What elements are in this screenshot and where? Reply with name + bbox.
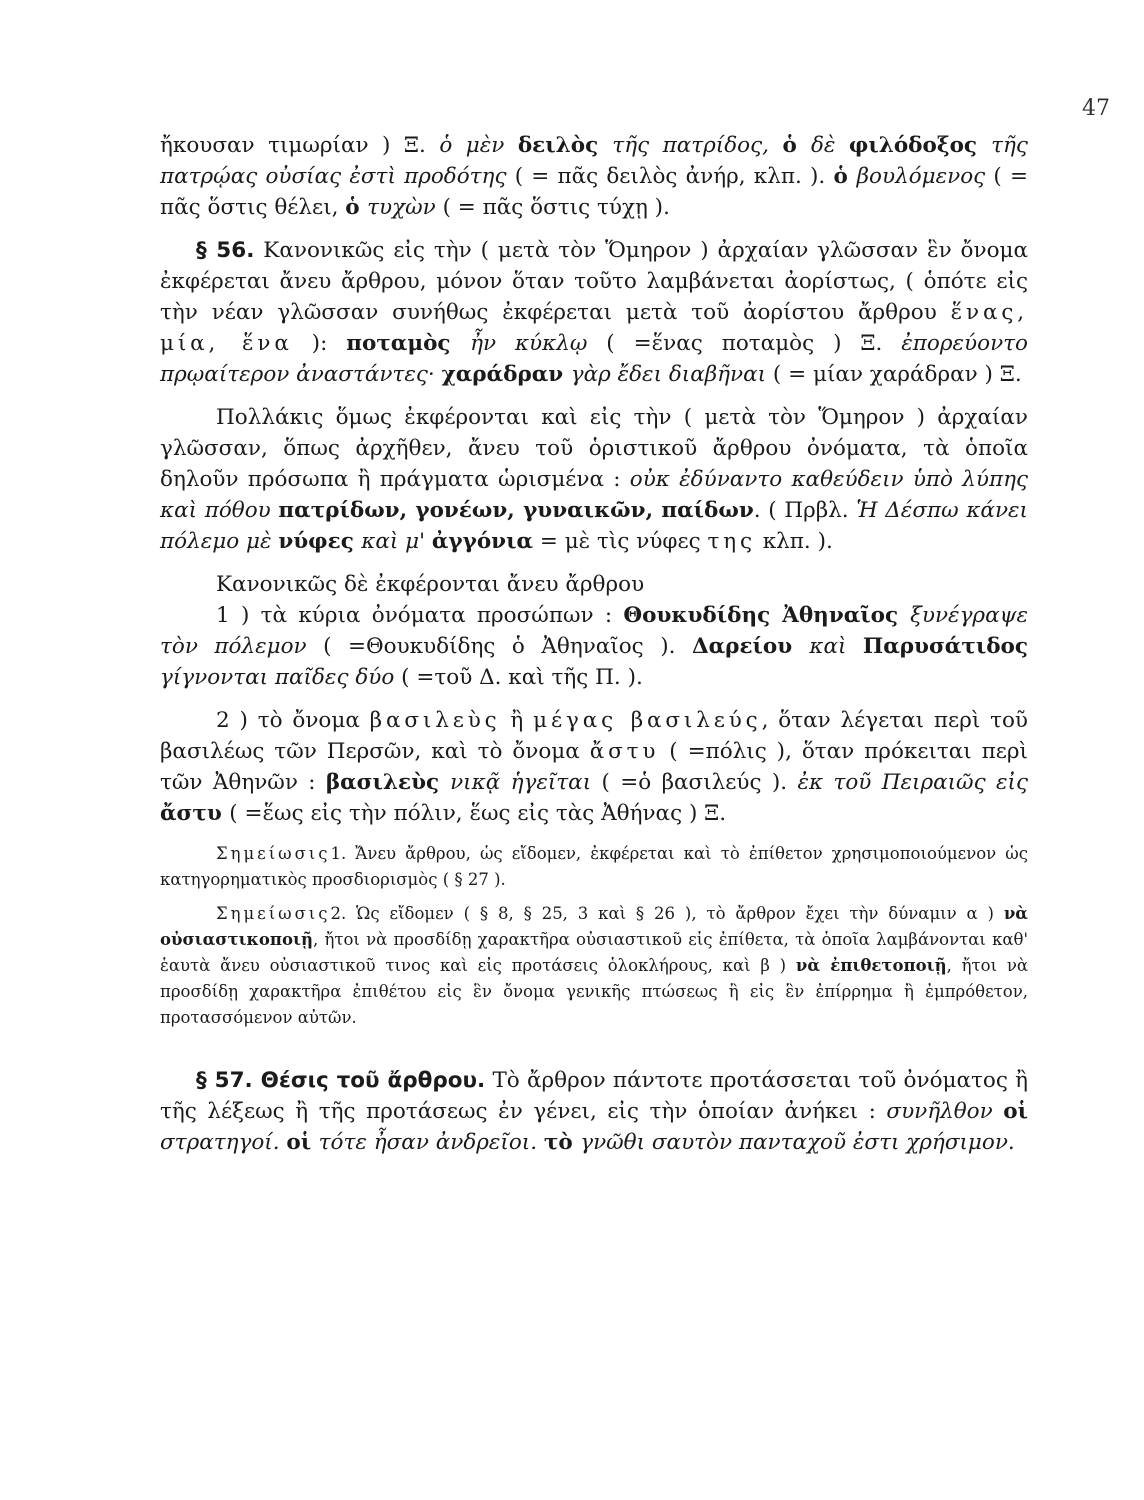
text-span: οὐκ ἐδύναντο καθεύδειν ὑπὸ λύπης καὶ πόθου <box>160 467 1028 523</box>
text-span: νὰ ἐπιθετοποιῇ <box>795 956 947 975</box>
text-span: στρατηγοί. <box>160 1130 287 1155</box>
note-2 <box>160 901 1028 1031</box>
text-span: Κανονικῶς εἰς τὴν ( μετὰ τὸν Ὅμηρον ) ἀρχαίαν γλῶσσαν ἓν ὄνομα ἐκφέρεται ἄνευ ἄρθρου, μόνον ὅταν τοῦτο λαμβάνεται ἀορίστως, ( ὁπότε εἰς τὴν νέαν γλῶσσαν συνήθως ἐκφέρεται μετὰ τοῦ ἀορίστου ἄρθρου <box>160 238 1028 325</box>
page-number: 47 <box>1082 96 1110 121</box>
text-span: ὁ <box>345 195 368 220</box>
text-span: 2 ) τὸ ὄνομα <box>216 708 370 733</box>
text-span: , ὅταν λέγεται περὶ τοῦ βασιλέως τῶν Περσῶν, καὶ τὸ ὄνομα <box>160 708 1029 764</box>
text-span: ἄστυ <box>589 739 660 764</box>
text-span: = μὲ τὶς νύφες <box>533 529 708 554</box>
text-span: ( = πᾶς δειλὸς ἀνήρ, κλπ. ). <box>514 164 834 189</box>
text-span: 1 ) τὰ κύρια ὀνόματα προσώπων : <box>216 603 624 628</box>
paragraph <box>160 569 1028 600</box>
note-label: Σημείωσις <box>216 904 331 923</box>
section-number: § 56. <box>196 238 255 263</box>
text-span: κλπ. ). <box>755 529 833 554</box>
note-1 <box>160 841 1028 893</box>
text-span: γίγνονται παῖδες δύο <box>160 665 402 690</box>
text-span: νικᾷ ἡγεῖται <box>450 770 602 795</box>
text-span: τότε ἦσαν ἀνδρεῖοι. <box>318 1130 544 1155</box>
text-span: ἤκουσαν τιμωρίαν ) Ξ. <box>160 133 440 158</box>
text-span: ( = μίαν χαράδραν ) Ξ. <box>772 362 1022 387</box>
text-span: δὲ <box>810 133 849 158</box>
section-56-paragraph <box>160 235 1028 390</box>
text-span: ( = πᾶς ὅστις θέλει, <box>160 164 1028 220</box>
text-span: ): <box>292 331 347 356</box>
text-span: Θουκυδίδης Ἀθηναῖος <box>623 603 911 628</box>
text-span: Ἡ Δέσπω κάνει πόλεμο μὲ <box>160 498 1028 554</box>
section-57-paragraph <box>160 1065 1028 1158</box>
text-span: βασιλεὺς <box>369 708 501 733</box>
text-span: τὸ <box>543 1130 581 1155</box>
text-span: ἢ <box>500 708 534 733</box>
text-span: νύφες <box>278 529 362 554</box>
text-span: ποταμὸς <box>346 331 471 356</box>
page-body <box>160 130 1028 1158</box>
text-span: ( =πόλις ), ὅταν πρόκειται περὶ τῶν Ἀθηνῶν : <box>160 739 1028 795</box>
text-span: τυχὼν <box>367 195 443 220</box>
text-span: ξυνέγραψε τὸν πόλεμον <box>160 603 1028 659</box>
text-span: Τὸ ἄρθρον πάντοτε προτάσσεται τοῦ ὀνόματος ἢ τῆς λέξεως ἢ τῆς προτάσεως ἐν γένει, εἰς τὴν ὁποίαν ἀνήκει : <box>160 1068 1028 1124</box>
text-span: γὰρ ἔδει διαβῆναι <box>570 362 773 387</box>
text-span: πατρίδων, γονέων, γυναικῶν, παίδων <box>278 498 754 523</box>
text-span: ἕνας, μία, ἕνα <box>160 300 1028 356</box>
text-span: 2. Ὡς εἴδομεν ( § 8, § 25, 3 καὶ § 26 ), τὸ ἄρθρον ἔχει τὴν δύναμιν α ) <box>330 904 1004 923</box>
paragraph <box>160 402 1028 557</box>
text-span: καὶ <box>809 634 863 659</box>
text-span: , ἤτοι νὰ προσδίδῃ χαρακτῆρα οὐσιαστικοῦ εἰς ἐπίθετα, τὰ ὁποῖα λαμβάνονται καθ' ἑαυτὰ ἄνευ οὐσιαστικοῦ τινος καὶ εἰς προτάσεις ὁλοκλήρους, καὶ β ) <box>160 930 1028 975</box>
text-span: οἱ <box>1003 1099 1029 1124</box>
note-label: Σημείωσις <box>216 844 331 863</box>
text-span: βουλόμενος <box>856 164 994 189</box>
text-span: γνῶθι σαυτὸν πανταχοῦ ἐστι χρήσιμον. <box>580 1130 1015 1155</box>
text-span: ἐπορεύοντο πρῳαίτερον ἀναστάντες· <box>160 331 1028 387</box>
paragraph-continuation <box>160 130 1028 223</box>
text-span: ( =ὁ βασιλεύς ). <box>601 770 798 795</box>
section-heading: § 57. Θέσις τοῦ ἄρθρου. <box>196 1068 486 1093</box>
text-span: δειλὸς <box>517 133 613 158</box>
list-item <box>160 705 1028 829</box>
text-span: Πολλάκις ὅμως ἐκφέρονται καὶ εἰς τὴν ( μετὰ τὸν Ὅμηρον ) ἀρχαίαν γλῶσσαν, ὅπως ἀρχῆθεν, ἄνευ τοῦ ὁριστικοῦ ἄρθρου ὀνόματα, τὰ ὁποῖα δηλοῦν πρόσωπα ἢ πράγματα ὡρισμένα : <box>160 405 1028 492</box>
text-span: καὶ μ' <box>361 529 432 554</box>
list-item <box>160 600 1028 693</box>
text-span: ἦν κύκλῳ <box>470 331 607 356</box>
text-span: ἐκ τοῦ Πειραιῶς εἰς <box>797 770 1028 795</box>
text-span: τῆς πατρῴας οὐσίας ἐστὶ προδότης <box>160 133 1028 189</box>
text-span: . ( Πρβλ. <box>753 498 857 523</box>
text-span: Κανονικῶς δὲ ἐκφέρονται ἄνευ ἄρθρου <box>216 572 645 597</box>
text-span: της <box>707 529 756 554</box>
text-span: Δαρείου <box>691 634 810 659</box>
text-span: τῆς πατρίδος, <box>612 133 783 158</box>
text-span: χαράδραν <box>441 362 571 387</box>
text-span: , ἤτοι νὰ προσδίδῃ χαρακτῆρα ἐπιθέτου εἰς ἓν ὄνομα γενικῆς πτώσεως ἢ εἰς ἓν ἐπίρρημα ἢ ἐμπρόθετον, προτασσόμενον αὐτῶν. <box>160 956 1028 1027</box>
text-span: συνῆλθον <box>886 1099 1004 1124</box>
text-span: Παρυσάτιδος <box>862 634 1028 659</box>
text-span: ( =Θουκυδίδης ὁ Ἀθηναῖος ). <box>323 634 692 659</box>
text-span: ὁ μὲν <box>439 133 518 158</box>
text-span: ( =τοῦ Δ. καὶ τῆς Π. ). <box>401 665 643 690</box>
text-span: ἀγγόνια <box>431 529 534 554</box>
text-span: οἱ <box>286 1130 319 1155</box>
text-span: ( = πᾶς ὅστις τύχῃ ). <box>442 195 670 220</box>
text-span: ὁ <box>833 164 857 189</box>
text-span: ἄστυ <box>160 801 230 826</box>
text-span: φιλόδοξος <box>848 133 992 158</box>
text-span: 1. Ἄνευ ἄρθρου, ὡς εἴδομεν, ἐκφέρεται καὶ τὸ ἐπίθετον χρησιμοποιούμενον ὡς κατηγορηματικὸς προσδιορισμὸς ( § 27 ). <box>160 844 1028 889</box>
text-span: ( =ἕνας ποταμὸς ) Ξ. <box>606 331 902 356</box>
text-span: βασιλεὺς <box>325 770 451 795</box>
text-span: ὁ <box>782 133 811 158</box>
text-span: μέγας βασιλεύς <box>533 708 762 733</box>
text-span: νὰ οὐσιαστικοποιῇ <box>160 904 1028 949</box>
text-span: ( =ἕως εἰς τὴν πόλιν, ἕως εἰς τὰς Ἀθήνας ) Ξ. <box>229 801 727 826</box>
